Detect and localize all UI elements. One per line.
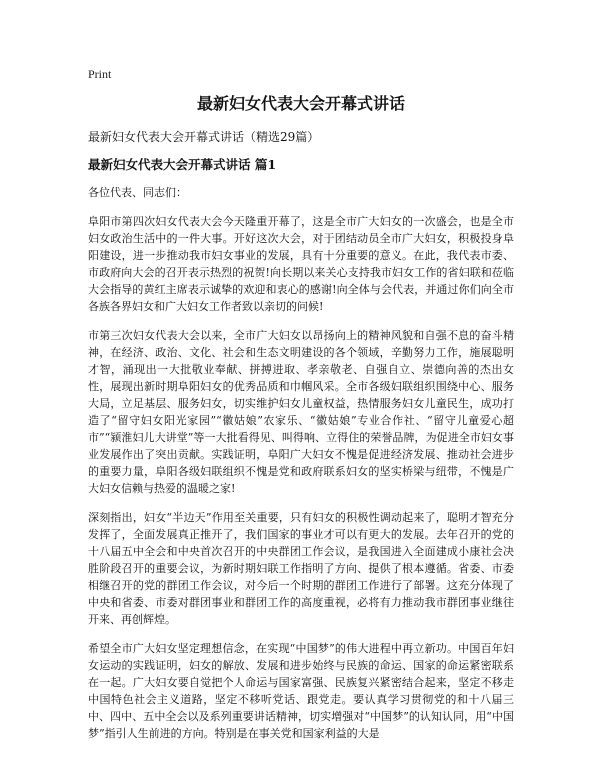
- paragraph-3: 深刻指出，妇女“半边天”作用至关重要，只有妇女的积极性调动起来了，聪明才智充分发挥了，全面发展真正推开了，我们国家的事业才可以有更大的发展。去年召开的党的十八届五中全会和中央首次召开的中央群团工作会议，是我国进入全面建成小康社会决胜阶段召开的重要会议，为新时期妇联工作指明了方向、提供了根本遵循。省委、市委相继召开的党的群团工作会议，对今后一个时期的群团工作进行了部署。这充分体现了中央和省委、市委对群团事业和群团工作的高度重视，必将有力推动我市群团事业继往开来、再创辉煌。: [88, 511, 514, 626]
- section-title: 最新妇女代表大会开幕式讲话 篇1: [88, 157, 277, 172]
- salutation: 各位代表、同志们：: [88, 186, 187, 199]
- document-subtitle: 最新妇女代表大会开幕式讲话（精选29篇）: [88, 130, 320, 144]
- paragraph-4: 希望全市广大妇女坚定理想信念，在实现“中国梦”的伟大进程中再立新功。中国百年妇女运动的实践证明，妇女的解放、发展和进步始终与民族的命运、国家的命运紧密联系在一起。广大妇女要自觉把个人命运与国家富强、民族复兴紧密结合起来，坚定不移走中国特色社会主义道路，坚定不移听党话、跟党走。要认真学习贯彻党的和十八届三中、四中、五中全会以及系列重要讲话精神，切实增强对“中国梦”的认知认同，用“中国梦”指引人生前进的方向。特别是在事关党和国家利益的大是: [88, 642, 514, 740]
- document-page: [88, 66, 514, 754]
- document-title: 最新妇女代表大会开幕式讲话: [196, 94, 405, 113]
- paragraph-2: 市第三次妇女代表大会以来，全市广大妇女以昂扬向上的精神风貌和自强不息的奋斗精神，在经济、政治、文化、社会和生态文明建设的各个领域，辛勤努力工作，施展聪明才智，涌现出一大批敬业奉献、拼搏进取、孝亲敬老、自强自立、崇德向善的杰出女性，展现出新时期阜阳妇女的优秀品质和巾帼风采。全市各级妇联组织围绕中心、服务大局，立足基层、服务妇女，切实维护妇女儿童权益，热情服务妇女儿童民生，成功打造了“留守妇女阳光家园”“徽姑娘”农家乐、“徽姑娘”专业合作社、“留守儿童爱心超市”“颍淮妇儿大讲堂”等一大批看得见、叫得响、立得住的荣誉品牌，为促进全市妇女事业发展作出了突出贡献。实践证明，阜阳广大妇女不愧是促进经济发展、推动社会进步的重要力量，阜阳各级妇联组织不愧是党和政府联系妇女的坚实桥梁与纽带，不愧是广大妇女信赖与热爱的温暖之家!: [88, 329, 514, 495]
- print-label: Print: [88, 67, 112, 81]
- paragraph-1: 阜阳市第四次妇女代表大会今天隆重开幕了，这是全市广大妇女的一次盛会，也是全市妇女政治生活中的一件大事。开好这次大会，对于团结动员全市广大妇女，积极投身阜阳建设，进一步推动我市妇女事业的发展，具有十分重要的意义。在此，我代表市委、市政府向大会的召开表示热烈的祝贺!向长期以来关心支持我市妇女工作的省妇联和莅临大会指导的黄红主席表示诚挚的欢迎和衷心的感谢!向全体与会代表，并通过你们向全市各族各界妇女和广大妇女工作者致以亲切的问候!: [88, 215, 514, 313]
